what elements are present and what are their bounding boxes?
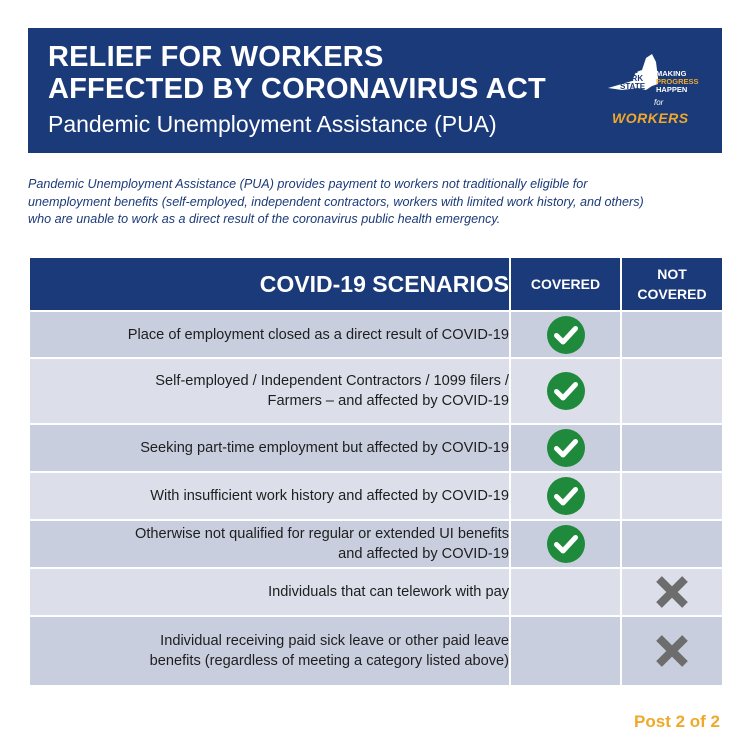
intro-line-3: who are unable to work as a direct result of the coronavirus public health emergency. — [28, 212, 501, 226]
covered-cell — [510, 520, 621, 568]
scenario-line-1: Seeking part-time employment but affected by COVID-19 — [140, 440, 509, 456]
check-circle-icon — [546, 315, 586, 355]
scenario-line-2: benefits (regardless of meeting a category listed above) — [149, 653, 509, 669]
scenario-line-1: Otherwise not qualified for regular or extended UI benefits — [135, 526, 509, 542]
state-line-1: NEW — [620, 66, 639, 75]
subtitle: Pandemic Unemployment Assistance (PUA) — [48, 111, 497, 137]
scenario-line-1: Place of employment closed as a direct result of COVID-19 — [127, 326, 509, 343]
title-line-1: RELIEF FOR WORKERS — [48, 41, 384, 73]
table-row — [29, 311, 723, 358]
x-mark-icon — [655, 634, 689, 668]
header-covered: COVERED — [510, 257, 621, 311]
table-row — [29, 358, 723, 424]
tag-progress: PROGRESS — [656, 77, 699, 86]
scenario-text — [29, 311, 510, 358]
covered-cell — [510, 358, 621, 424]
covered-cell — [510, 424, 621, 472]
check-circle-icon — [546, 476, 586, 516]
intro-line-1: Pandemic Unemployment Assistance (PUA) provides payment to workers not traditionally eligible for — [28, 177, 588, 191]
state-line-3: STATE — [620, 82, 646, 91]
tag-happen: HAPPEN — [656, 85, 688, 94]
check-circle-icon — [546, 524, 586, 564]
not-covered-cell — [621, 311, 723, 358]
table-row — [29, 568, 723, 616]
table-header-row — [29, 257, 723, 311]
scenario-line-2: and affected by COVID-19 — [338, 546, 509, 562]
not-covered-cell — [621, 568, 723, 616]
post-counter: Post 2 of 2 — [634, 712, 720, 731]
logo-for: for — [654, 98, 664, 107]
scenario-line-1: Individual receiving paid sick leave or other paid leave — [160, 633, 509, 649]
table-row — [29, 616, 723, 686]
header-not-covered — [621, 257, 723, 311]
logo-workers: WORKERS — [612, 110, 689, 126]
covered-cell — [510, 616, 621, 686]
tag-making: MAKING — [656, 69, 687, 78]
table-row — [29, 520, 723, 568]
scenario-line-1: With insufficient work history and affected by COVID-19 — [150, 488, 509, 504]
scenario-text — [29, 616, 510, 686]
not-covered-cell — [621, 358, 723, 424]
scenario-line-1: Self-employed / Independent Contractors / 1099 filers / — [155, 373, 509, 389]
scenario-text — [29, 424, 510, 472]
title-line-2: AFFECTED BY CORONAVIRUS ACT — [48, 73, 546, 105]
state-line-2: YORK — [620, 74, 644, 83]
scenario-text — [29, 568, 510, 616]
intro-line-2: unemployment benefits (self-employed, independent contractors, workers with limited work history, and others) — [28, 194, 644, 209]
not-covered-cell — [621, 616, 723, 686]
header-not-covered-line-1: NOT — [657, 266, 687, 282]
scenario-text — [29, 358, 510, 424]
scenario-line-2: Farmers – and affected by COVID-19 — [267, 393, 509, 409]
header-scenarios: COVID-19 SCENARIOS — [29, 257, 510, 311]
header-not-covered-line-2: COVERED — [637, 286, 707, 302]
covered-cell — [510, 472, 621, 520]
title-banner — [28, 28, 722, 153]
scenario-line-1: Individuals that can telework with pay — [268, 584, 509, 600]
intro-paragraph — [28, 176, 728, 229]
nys-logo — [602, 48, 702, 138]
covered-cell — [510, 568, 621, 616]
x-mark-icon — [655, 575, 689, 609]
covered-cell — [510, 311, 621, 358]
not-covered-cell — [621, 520, 723, 568]
table-row — [29, 424, 723, 472]
not-covered-cell — [621, 472, 723, 520]
check-circle-icon — [546, 428, 586, 468]
scenarios-table — [28, 256, 724, 687]
not-covered-cell — [621, 424, 723, 472]
scenario-text — [29, 520, 510, 568]
table-row — [29, 472, 723, 520]
scenario-text — [29, 472, 510, 520]
check-circle-icon — [546, 371, 586, 411]
